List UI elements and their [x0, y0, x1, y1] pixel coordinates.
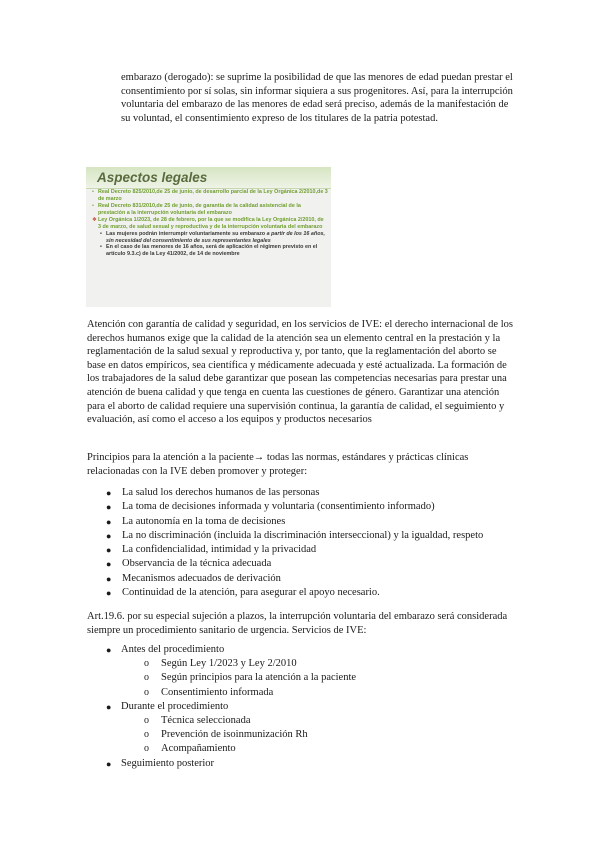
slide-item — [90, 217, 328, 230]
sublist-item — [106, 714, 526, 728]
list-item — [106, 486, 526, 500]
principles-list — [106, 486, 526, 600]
quality-care-paragraph: Atención con garantía de calidad y seguridad, en los servicios de IVE: el derecho internacional de los derechos humanos exige que la calidad de la atención sea un elemento central en la prestación y la reglamentación de la salud sexual y reproductiva y, por tanto, que la reglamentación del aborto se base en datos empíricos, sea científica y médicamente adecuada y esté actualizada. La formación de los trabajadores de la salud debe garantizar que posean las competencias necesarias para prestar una atención de buena calidad y que tenga en cuenta las cuestiones de género. Garantizar una atención para el aborto de calidad requiere una supervisión continua, la garantía de calidad, el seguimiento y evaluación, así como el acceso a los equipos y productos necesarios — [87, 319, 513, 426]
slide-subitem-text: Las mujeres podrán interrumpir voluntariamente su embarazo — [106, 231, 267, 237]
ive-services-list — [106, 643, 526, 771]
list-item-text: La autonomía en la toma de decisiones — [122, 515, 286, 527]
sublist-item-text: Según Ley 1/2023 y Ley 2/2010 — [161, 658, 297, 670]
list-item — [106, 643, 526, 657]
slide-title: Aspectos legales — [97, 170, 208, 185]
bullet-icon: ● — [106, 559, 112, 570]
list-item — [106, 500, 526, 514]
slide-subbullet-icon: • — [100, 244, 102, 250]
slide-subitem — [90, 244, 328, 257]
sublist-item — [106, 686, 526, 700]
list-item-text: Seguimiento posterior — [121, 757, 215, 769]
list-item — [106, 586, 526, 600]
list-item — [106, 572, 526, 586]
bullet-icon: ● — [106, 758, 112, 769]
principles-paragraph: Principios para la atención a la paciente→ todas las normas, estándares y prácticas clínicas relacionadas con la IVE deben promover y proteger: — [87, 452, 469, 477]
list-item-text: Continuidad de la atención, para asegurar el apoyo necesario. — [122, 587, 380, 599]
sublist-item — [106, 671, 526, 685]
sublist-item — [106, 742, 526, 756]
slide-item — [90, 189, 328, 202]
intro-paragraph: embarazo (derogado): se suprime la posibilidad de que las menores de edad puedan prestar el consentimiento por sí solas, sin informar siquiera a sus progenitores. Así, para la interrupción voluntaria del embarazo de las menores de edad será preciso, además de la manifestación de su voluntad, el consentimiento expreso de los titulares de la patria potestad. — [121, 72, 513, 124]
bullet-icon: ● — [106, 545, 112, 556]
list-item — [106, 515, 526, 529]
list-item-text: Mecanismos adecuados de derivación — [122, 572, 281, 584]
sublist-item-text: Según principios para la atención a la paciente — [161, 672, 357, 684]
sublist-item-text: Acompañamiento — [161, 743, 236, 755]
circle-bullet-icon: o — [144, 729, 149, 741]
bullet-icon: ● — [106, 488, 112, 498]
list-item-text: Observancia de la técnica adecuada — [122, 558, 272, 570]
slide-subitem-text: En el caso de las menores de 16 años, será de aplicación el régimen previsto en el artículo 9.3.c) de la Ley 41/2002, de 14 de noviembre — [106, 244, 318, 257]
slide-subitem — [90, 231, 328, 244]
list-item — [106, 529, 526, 543]
sublist-item-text: Técnica seleccionada — [161, 714, 251, 726]
bullet-icon: ● — [106, 530, 112, 541]
slide-bullet-icon: • — [92, 189, 94, 195]
sublist-item-text: Consentimiento informada — [161, 686, 274, 698]
list-item-text: La no discriminación (incluida la discriminación interseccional) y la igualdad, respeto — [122, 529, 484, 541]
list-item — [106, 543, 526, 557]
sublist-item — [106, 728, 526, 742]
slide-item-text: Real Decreto 825/2010,de 25 de junio, de desarrollo parcial de la Ley Orgánica 2/2010,de 3 de marzo — [98, 189, 328, 202]
circle-bullet-icon: o — [144, 686, 149, 698]
sublist-item — [106, 657, 526, 671]
slide-item-text: Ley Orgánica 1/2023, de 28 de febrero, por la que se modifica la Ley Orgánica 2/2010, de 3 de marzo, de salud sexual y reproductiva y de la interrupción voluntaria del embarazo — [98, 217, 324, 230]
circle-bullet-icon: o — [144, 658, 149, 670]
list-item-text: La confidencialidad, intimidad y la privacidad — [122, 544, 317, 556]
slide-bullet-icon: • — [92, 203, 94, 209]
slide-subbullet-icon: • — [100, 231, 102, 237]
article-paragraph: Art.19.6. por su especial sujeción a plazos, la interrupción voluntaria del embarazo será considerada siempre un procedimiento sanitario de urgencia. Servicios de IVE: — [87, 611, 508, 636]
list-item-text: Durante el procedimiento — [121, 700, 229, 712]
legal-aspects-slide-image — [86, 167, 331, 307]
list-item — [106, 757, 526, 771]
list-item-text: Antes del procedimiento — [121, 644, 225, 655]
slide-item — [90, 203, 328, 216]
slide-body — [90, 189, 328, 257]
bullet-icon: ● — [106, 645, 112, 655]
bullet-icon: ● — [106, 502, 112, 513]
bullet-icon: ● — [106, 701, 112, 712]
bullet-icon: ● — [106, 573, 112, 584]
bullet-icon: ● — [106, 516, 112, 527]
list-item — [106, 557, 526, 571]
slide-diamond-bullet-icon: ❖ — [92, 217, 97, 223]
list-item — [106, 700, 526, 714]
slide-subitem-emphasis: a partir de los 16 años, sin necesidad del consentimiento de sus representantes legales — [106, 231, 325, 244]
list-item-text: La salud los derechos humanos de las personas — [122, 487, 320, 498]
sublist-item-text: Prevención de isoinmunización Rh — [161, 729, 308, 741]
list-item-text: La toma de decisiones informada y voluntaria (consentimiento informado) — [122, 501, 435, 513]
bullet-icon: ● — [106, 588, 112, 599]
circle-bullet-icon: o — [144, 714, 149, 726]
slide-item-text: Real Decreto 831/2010,de 25 de junio, de garantía de la calidad asistencial de la prestación a la interrupción voluntaria del embarazo — [98, 203, 301, 216]
circle-bullet-icon: o — [144, 672, 149, 684]
circle-bullet-icon: o — [144, 743, 149, 755]
